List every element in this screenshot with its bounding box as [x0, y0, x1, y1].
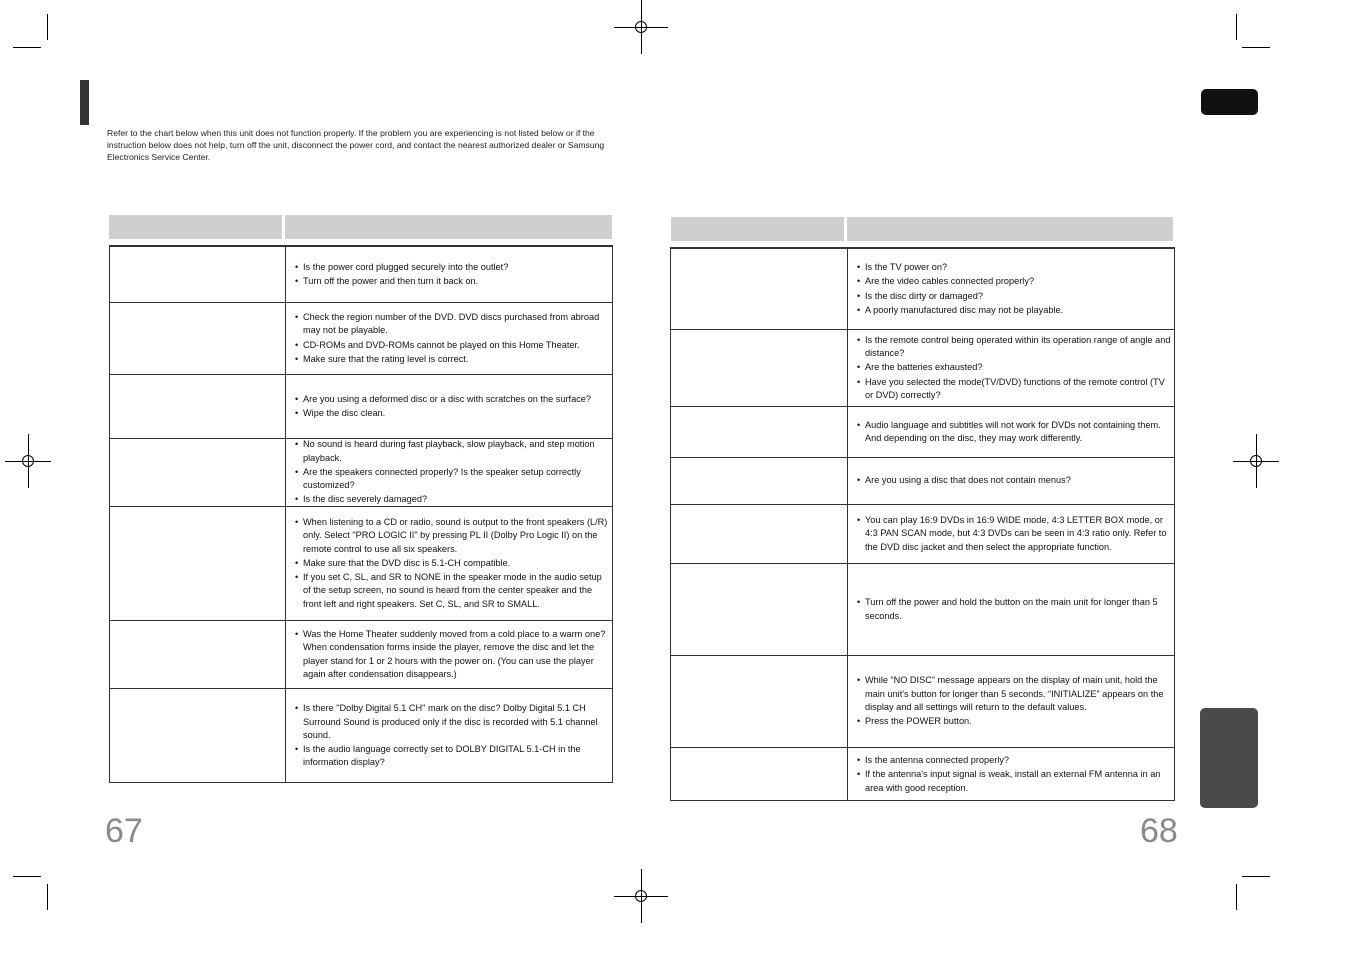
table-row: [110, 438, 612, 506]
list-item: • No sound is heard during fast playback, slow playback, and step motion playback.: [295, 438, 610, 465]
list-item: • Press the POWER button.: [857, 715, 1172, 728]
list-item: • Are the video cables connected properly?: [857, 275, 1172, 288]
check-cell: [857, 656, 1172, 747]
registration-mark-bottom: [628, 883, 654, 909]
list-item: • If the antenna's input signal is weak, install an external FM antenna in an area with good reception.: [857, 768, 1172, 795]
column-divider: [847, 249, 848, 329]
crop-mark: [1236, 14, 1237, 40]
list-item: • Turn off the power and then turn it back on.: [295, 275, 610, 288]
list-item: • Are the speakers connected properly? Is the speaker setup correctly customized?: [295, 466, 610, 493]
list-item: • A poorly manufactured disc may not be playable.: [857, 304, 1172, 317]
check-cell: [295, 507, 610, 620]
check-cell: [295, 247, 610, 302]
page-number-left: 67: [105, 812, 143, 850]
list-item: • Are you using a deformed disc or a disc with scratches on the surface?: [295, 393, 610, 406]
section-tab: [1201, 89, 1258, 115]
column-divider: [847, 505, 848, 563]
list-item: • Have you selected the mode(TV/DVD) functions of the remote control (TV or DVD) correctly?: [857, 376, 1172, 403]
column-divider: [285, 375, 286, 438]
list-item: • Is the disc dirty or damaged?: [857, 290, 1172, 303]
table-row: [671, 329, 1174, 406]
page-number-right: 68: [1140, 812, 1178, 850]
crop-mark: [1242, 876, 1270, 877]
crop-mark: [47, 14, 48, 40]
check-cell: [857, 748, 1172, 801]
list-item: • CD-ROMs and DVD-ROMs cannot be played on this Home Theater.: [295, 339, 610, 352]
chapter-tab: [1200, 708, 1258, 808]
check-cell: [857, 407, 1172, 457]
table-row: [671, 504, 1174, 563]
list-item: • Is the audio language correctly set to DOLBY DIGITAL 5.1-CH in the information display?: [295, 743, 610, 770]
left-table-header-check: [285, 215, 612, 239]
registration-mark-left: [15, 448, 41, 474]
list-item: • Is the antenna connected properly?: [857, 754, 1172, 767]
table-row: [110, 506, 612, 620]
list-item: • You can play 16:9 DVDs in 16:9 WIDE mode, 4:3 LETTER BOX mode, or 4:3 PAN SCAN mode, but 4:3 DVDs can be seen in 4:3 ratio only. Refer to the DVD disc jacket and then select the appropriate function.: [857, 514, 1172, 554]
column-divider: [847, 656, 848, 747]
list-item: • Is the remote control being operated within its operation range of angle and distance?: [857, 334, 1172, 361]
list-item: • If you set C, SL, and SR to NONE in the speaker mode in the audio setup of the setup screen, no sound is heard from the center speaker and the front left and right speakers. Set C, SL, and SR to SMALL.: [295, 571, 610, 611]
check-cell: [857, 330, 1172, 406]
list-item: • Wipe the disc clean.: [295, 407, 610, 420]
table-row: [671, 655, 1174, 747]
table-row: [110, 247, 612, 302]
crop-mark: [1236, 884, 1237, 910]
column-divider: [285, 247, 286, 302]
list-item: • Make sure that the rating level is correct.: [295, 353, 610, 366]
right-table-header-symptom: [671, 217, 844, 241]
list-item: • Audio language and subtitles will not work for DVDs not containing them. And depending on the disc, they may work differently.: [857, 419, 1172, 446]
column-divider: [847, 458, 848, 504]
intro-text: Refer to the chart below when this unit does not function properly. If the problem you are experiencing is not listed below or if the instruction below does not help, turn off the unit, disconnect the power cord, and contact the nearest authorized dealer or Samsung Electronics Service Center.: [107, 128, 605, 162]
check-cell: [857, 249, 1172, 329]
list-item: • When listening to a CD or radio, sound is output to the front speakers (L/R) only. Select "PRO LOGIC II" by pressing PL II (Dolby Pro Logic II) on the remote control to use all six speakers.: [295, 516, 610, 556]
check-cell: [295, 621, 610, 688]
table-row: [671, 406, 1174, 457]
check-cell: [295, 375, 610, 438]
crop-mark: [1242, 47, 1270, 48]
table-row: [671, 457, 1174, 504]
table-row: [110, 620, 612, 688]
check-list: [857, 513, 1172, 555]
check-list: [857, 753, 1172, 796]
table-row: [110, 374, 612, 438]
registration-mark-right: [1243, 448, 1269, 474]
column-divider: [847, 564, 848, 655]
list-item: • While “NO DISC” message appears on the display of main unit, hold the main unit's button for longer than 5 seconds. “INITIALIZE” appears on the display and all settings will return to the default values.: [857, 674, 1172, 714]
list-item: • Is the disc severely damaged?: [295, 493, 610, 506]
right-troubleshooting-table: [670, 247, 1175, 801]
list-item: • Are the batteries exhausted?: [857, 361, 1172, 374]
list-item: • Turn off the power and hold the button on the main unit for longer than 5 seconds.: [857, 596, 1172, 623]
column-divider: [847, 330, 848, 406]
list-item: • Is the TV power on?: [857, 261, 1172, 274]
check-list: [295, 392, 610, 422]
list-item: • Make sure that the DVD disc is 5.1-CH compatible.: [295, 557, 610, 570]
column-divider: [285, 689, 286, 783]
check-list: [295, 627, 610, 682]
check-list: [857, 595, 1172, 624]
section-title-bar: [80, 80, 89, 125]
check-list: [857, 260, 1172, 318]
left-table-header-symptom: [109, 215, 282, 239]
check-cell: [295, 303, 610, 374]
crop-mark: [13, 876, 41, 877]
table-row: [110, 302, 612, 374]
crop-mark: [13, 47, 41, 48]
crop-mark: [47, 884, 48, 910]
column-divider: [285, 303, 286, 374]
list-item: • Check the region number of the DVD. DVD discs purchased from abroad may not be playable.: [295, 311, 610, 338]
list-item: • Is there "Dolby Digital 5.1 CH" mark on the disc? Dolby Digital 5.1 CH Surround Sound is produced only if the disc is recorded with 5.1 channel sound.: [295, 702, 610, 742]
check-cell: [295, 689, 610, 783]
column-divider: [285, 621, 286, 688]
table-row: [671, 249, 1174, 329]
list-item: • Is the power cord plugged securely into the outlet?: [295, 261, 610, 274]
check-list: [857, 333, 1172, 403]
table-row: [110, 688, 612, 783]
column-divider: [285, 507, 286, 620]
check-list: [857, 418, 1172, 447]
table-row: [671, 747, 1174, 801]
list-item: • Was the Home Theater suddenly moved from a cold place to a warm one? When condensation forms inside the player, remove the disc and let the player stand for 1 or 2 hours with the power on. (You can use the player again after condensation disappears.): [295, 628, 610, 681]
check-cell: [857, 505, 1172, 563]
check-list: [295, 260, 610, 290]
table-row: [671, 563, 1174, 655]
check-list: [295, 701, 610, 770]
column-divider: [285, 439, 286, 506]
check-list: [857, 673, 1172, 729]
column-divider: [847, 407, 848, 457]
check-list: [295, 437, 610, 507]
check-list: [295, 515, 610, 612]
check-cell: [857, 458, 1172, 504]
registration-mark-top: [628, 14, 654, 40]
right-table-header-check: [847, 217, 1173, 241]
left-troubleshooting-table: [109, 245, 613, 783]
list-item: • Are you using a disc that does not contain menus?: [857, 474, 1172, 487]
check-cell: [857, 564, 1172, 655]
check-list: [295, 310, 610, 367]
check-cell: [295, 439, 610, 506]
check-list: [857, 473, 1172, 488]
column-divider: [847, 748, 848, 801]
